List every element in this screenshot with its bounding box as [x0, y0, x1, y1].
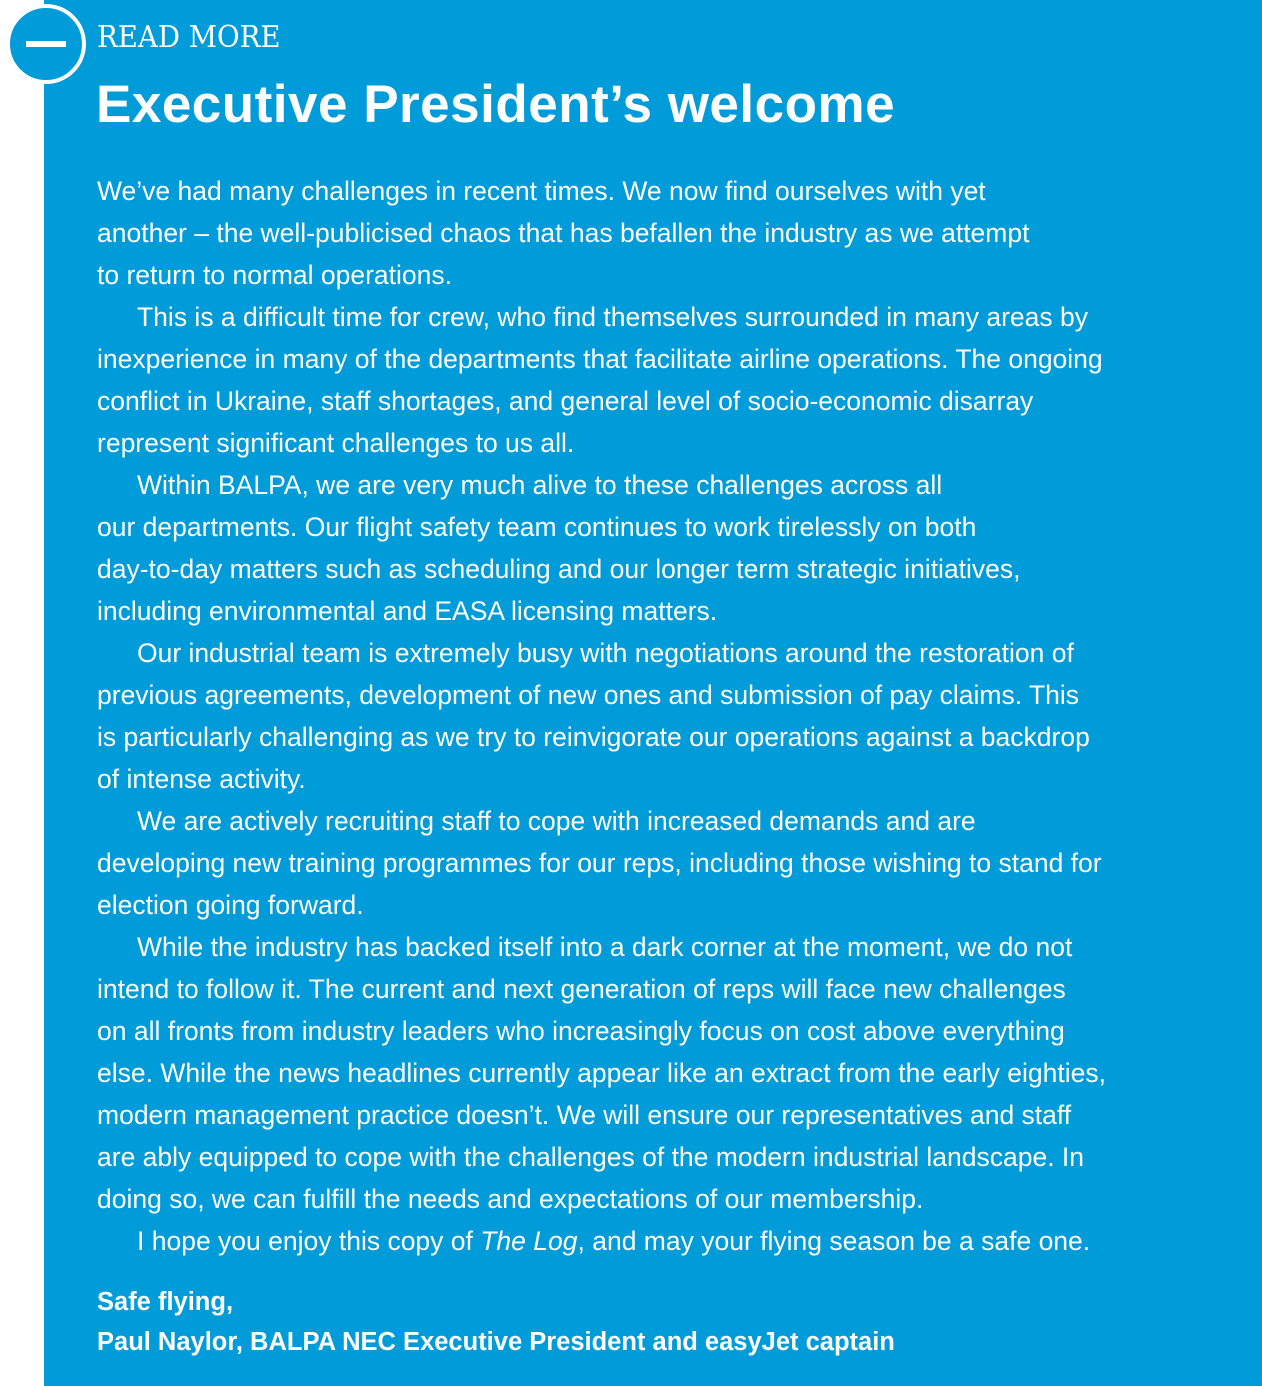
- paragraph: [97, 800, 1237, 926]
- paragraph-line: conflict in Ukraine, staff shortages, and general level of socio-economic disarray: [97, 386, 1034, 416]
- paragraph-line: else. While the news headlines currently appear like an extract from the early eighties,: [97, 1058, 1106, 1088]
- paragraph-line: This is a difficult time for crew, who find themselves surrounded in many areas by: [137, 302, 1088, 332]
- publication-title: The Log: [480, 1226, 578, 1256]
- closing-text-end: , and may your flying season be a safe one.: [577, 1226, 1091, 1256]
- signoff: [97, 1282, 895, 1362]
- paragraph-line: another – the well-publicised chaos that has befallen the industry as we attempt: [97, 218, 1030, 248]
- paragraph-line: election going forward.: [97, 890, 364, 920]
- paragraph-line: of intense activity.: [97, 764, 306, 794]
- article-title: Executive President’s welcome: [96, 75, 896, 134]
- paragraph-line: including environmental and EASA licensing matters.: [97, 596, 718, 626]
- article-body: [97, 170, 1237, 1262]
- paragraph-line: doing so, we can fulfill the needs and expectations of our membership.: [97, 1184, 924, 1214]
- paragraph-line: are ably equipped to cope with the challenges of the modern industrial landscape. In: [97, 1142, 1085, 1172]
- paragraph-line: to return to normal operations.: [97, 260, 452, 290]
- paragraph-line: developing new training programmes for our reps, including those wishing to stand for: [97, 848, 1102, 878]
- paragraph-line: is particularly challenging as we try to reinvigorate our operations against a backdrop: [97, 722, 1090, 752]
- paragraph-line: While the industry has backed itself into a dark corner at the moment, we do not: [137, 932, 1073, 962]
- closing-paragraph: [97, 1220, 1237, 1262]
- paragraph-line: modern management practice doesn’t. We will ensure our representatives and staff: [97, 1100, 1072, 1130]
- minus-icon: [26, 41, 66, 47]
- paragraph-line: Within BALPA, we are very much alive to these challenges across all: [137, 470, 943, 500]
- signoff-greeting: Safe flying,: [97, 1288, 234, 1316]
- paragraph: [97, 926, 1237, 1220]
- paragraph-line: day-to-day matters such as scheduling and our longer term strategic initiatives,: [97, 554, 1021, 584]
- closing-text: I hope you enjoy this copy of: [137, 1226, 481, 1256]
- paragraph-line: previous agreements, development of new ones and submission of pay claims. This: [97, 680, 1080, 710]
- paragraph-line: our departments. Our flight safety team continues to work tirelessly on both: [97, 512, 977, 542]
- paragraph-line: inexperience in many of the departments that facilitate airline operations. The ongoing: [97, 344, 1103, 374]
- collapse-toggle-button[interactable]: [6, 4, 86, 84]
- read-more-label: READ MORE: [97, 20, 281, 55]
- signoff-name: Paul Naylor, BALPA NEC Executive President and easyJet captain: [97, 1328, 895, 1356]
- paragraph-line: We are actively recruiting staff to cope with increased demands and are: [137, 806, 976, 836]
- paragraph-line: Our industrial team is extremely busy with negotiations around the restoration of: [137, 638, 1074, 668]
- paragraph: [97, 464, 1237, 632]
- paragraph: [97, 296, 1237, 464]
- paragraph-line: intend to follow it. The current and next generation of reps will face new challenges: [97, 974, 1066, 1004]
- paragraph: [97, 170, 1237, 296]
- paragraph: [97, 632, 1237, 800]
- paragraph-line: We’ve had many challenges in recent times. We now find ourselves with yet: [97, 176, 986, 206]
- paragraph-line: represent significant challenges to us all.: [97, 428, 575, 458]
- paragraph-line: on all fronts from industry leaders who increasingly focus on cost above everything: [97, 1016, 1065, 1046]
